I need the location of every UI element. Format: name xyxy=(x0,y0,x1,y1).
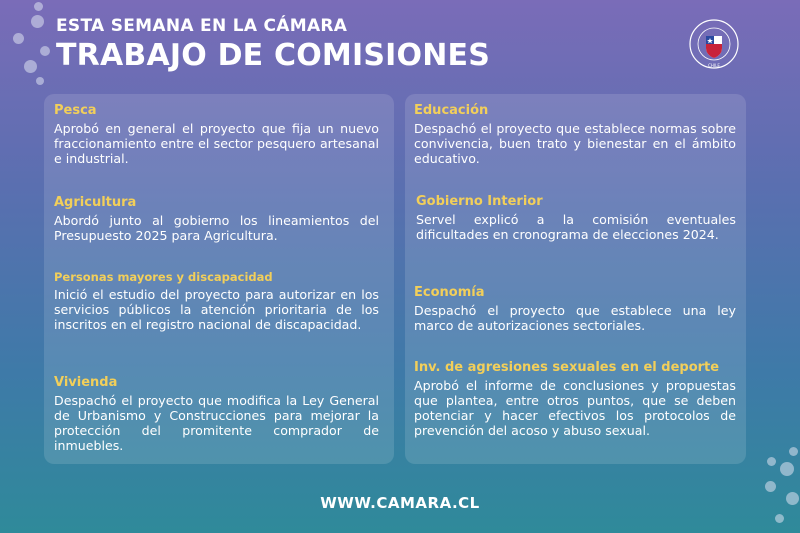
decor-dot xyxy=(40,46,50,56)
topic-text: Aprobó en general el proyecto que fija un nuevo fraccionamiento entre el sector pesquero artesanal e industrial. xyxy=(54,121,379,166)
decor-dot xyxy=(24,60,37,73)
chamber-seal-icon xyxy=(688,18,740,70)
topic-heading: Economía xyxy=(414,285,485,300)
page-title: TRABAJO DE COMISIONES xyxy=(56,38,491,73)
topic-educacion xyxy=(414,103,736,166)
topic-text: Abordó junto al gobierno los lineamientos del Presupuesto 2025 para Agricultura. xyxy=(54,213,379,243)
svg-text:CHILE: CHILE xyxy=(708,63,720,68)
decor-dot xyxy=(765,481,776,492)
decor-dot xyxy=(34,2,43,11)
decor-dot xyxy=(767,457,776,466)
website-url: WWW.CAMARA.CL xyxy=(320,494,480,512)
header-kicker: ESTA SEMANA EN LA CÁMARA xyxy=(56,16,348,36)
topic-text: Despachó el proyecto que establece una ley marco de autorizaciones sectoriales. xyxy=(414,303,736,333)
topic-text: Despachó el proyecto que modifica la Ley General de Urbanismo y Construcciones para mejorar la protección del promitente comprador de inmuebles. xyxy=(54,393,379,453)
topic-heading: Educación xyxy=(414,103,489,118)
topic-heading: Personas mayores y discapacidad xyxy=(54,270,273,284)
decor-dot xyxy=(36,77,44,85)
topic-pesca xyxy=(54,103,379,166)
topic-heading: Vivienda xyxy=(54,375,118,390)
topic-text: Despachó el proyecto que establece normas sobre convivencia, buen trato y bienestar en el ámbito educativo. xyxy=(414,121,736,166)
topic-heading: Agricultura xyxy=(54,195,137,210)
topic-text: Servel explicó a la comisión eventuales dificultades en cronograma de elecciones 2024. xyxy=(416,212,736,242)
decor-dot xyxy=(780,462,794,476)
decor-dot xyxy=(775,514,784,523)
topic-text: Aprobó el informe de conclusiones y propuestas que plantea, entre otros puntos, que se deben potenciar y hacer efectivos los protocolos de prevención del acoso y abuso sexual. xyxy=(414,378,736,438)
topic-gobierno-interior xyxy=(416,194,736,242)
topic-text: Inició el estudio del proyecto para autorizar en los servicios públicos la atención prioritaria de los inscritos en el registro nacional de discapacidad. xyxy=(54,287,379,332)
topic-personas-mayores xyxy=(54,270,379,332)
topic-heading: Pesca xyxy=(54,103,97,118)
decor-dot xyxy=(31,15,44,28)
topic-heading: Gobierno Interior xyxy=(416,194,543,209)
topic-heading: Inv. de agresiones sexuales en el deporte xyxy=(414,360,720,375)
topic-economia xyxy=(414,285,736,333)
topic-agricultura xyxy=(54,195,379,243)
topic-vivienda xyxy=(54,375,379,453)
decor-dot xyxy=(13,33,24,44)
decor-dot xyxy=(789,447,798,456)
topic-agresiones-deporte xyxy=(414,360,736,438)
